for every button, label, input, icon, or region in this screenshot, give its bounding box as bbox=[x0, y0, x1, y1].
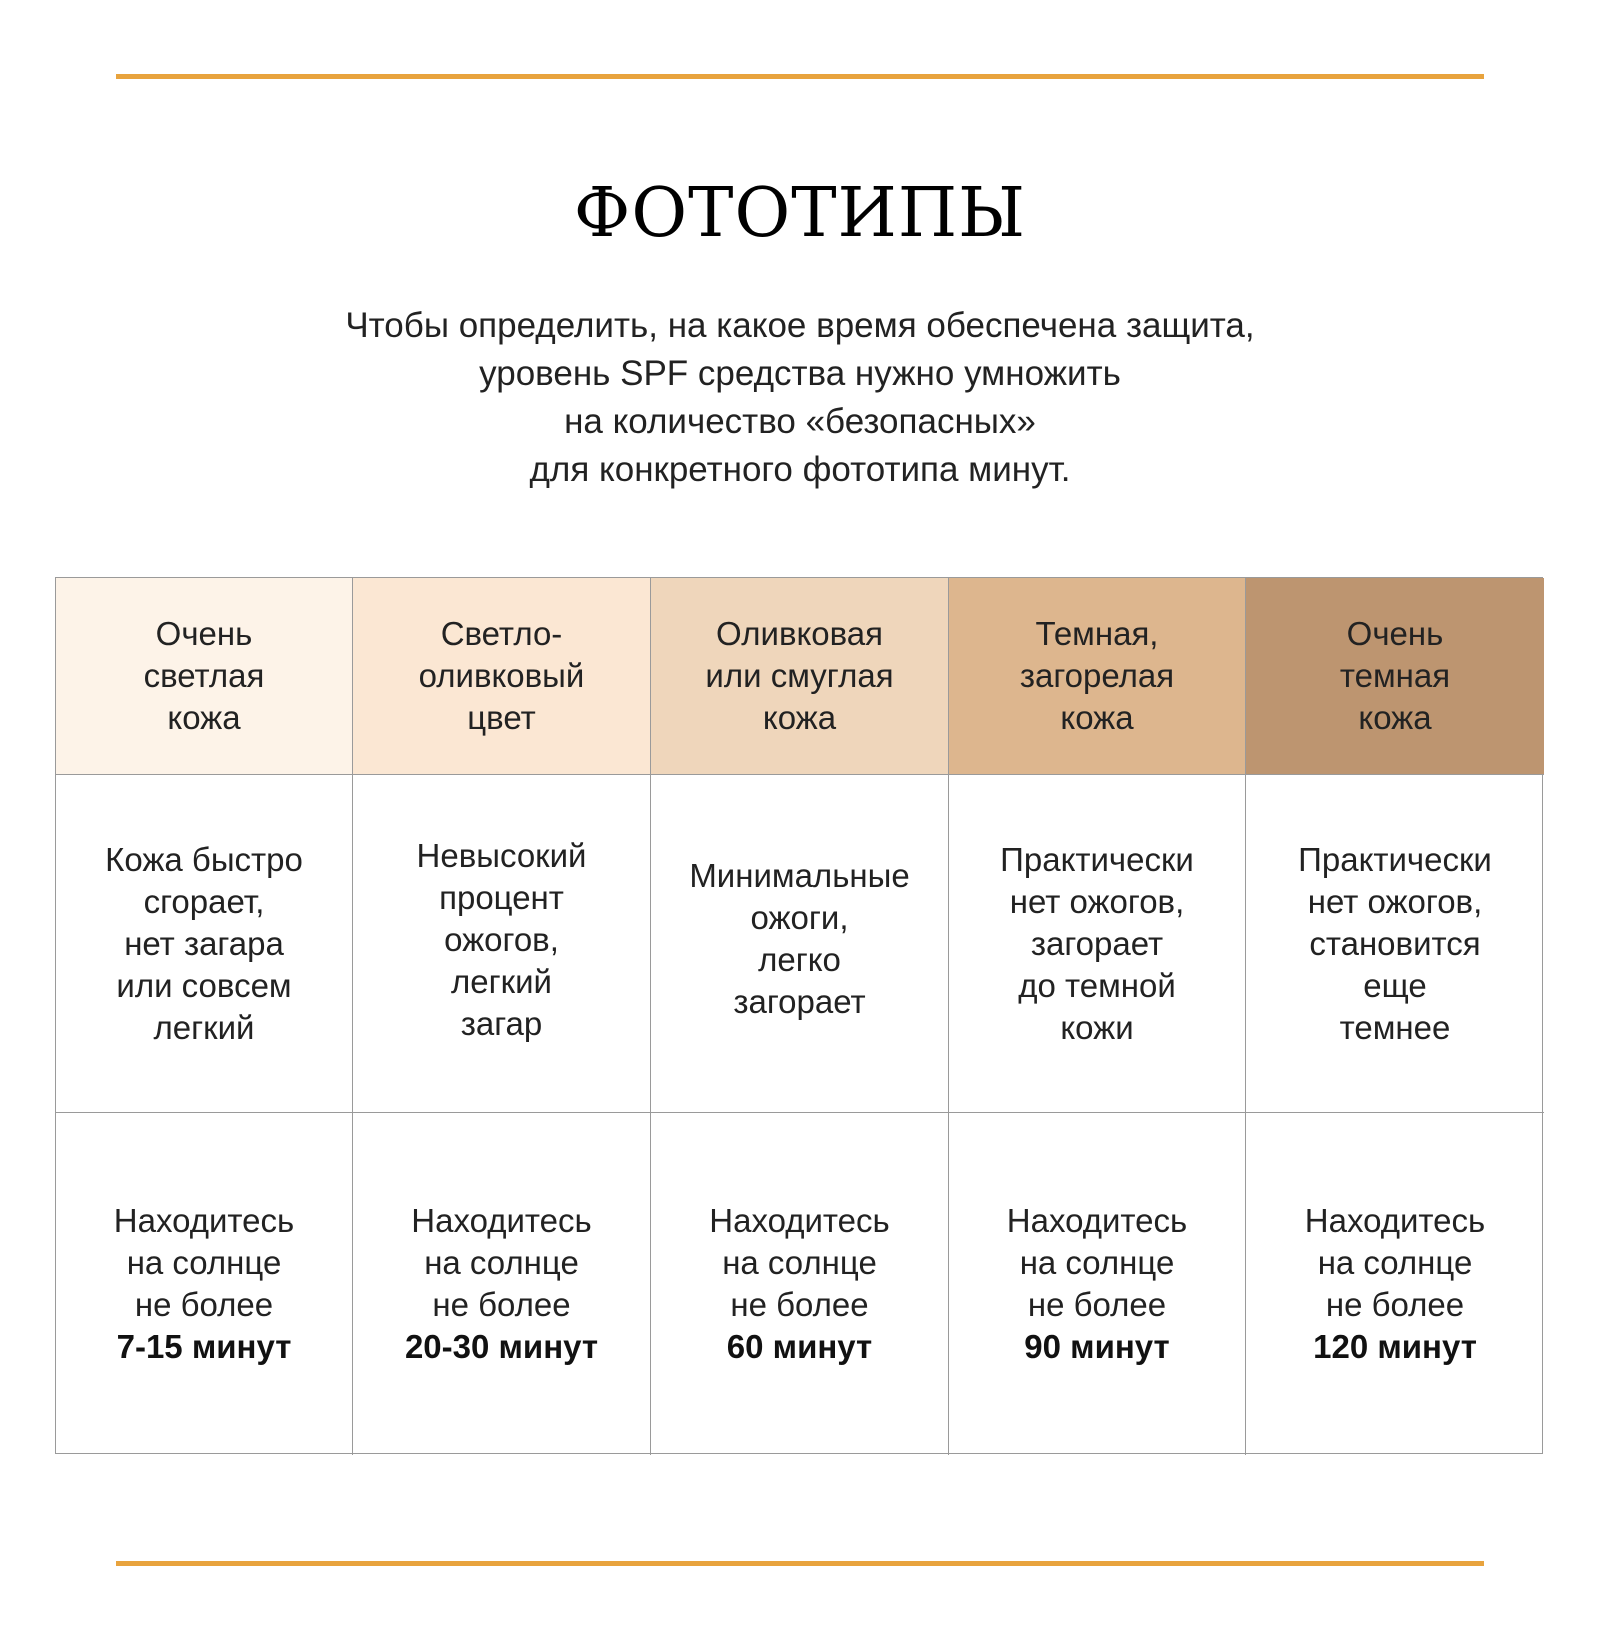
reaction-line: легкий bbox=[451, 962, 552, 1000]
reaction-line: кожи bbox=[1060, 1008, 1134, 1046]
sun-line: не более bbox=[1027, 1286, 1167, 1323]
phototype-table bbox=[55, 577, 1543, 1454]
header-cell-very-light bbox=[56, 578, 353, 775]
reaction-cell bbox=[651, 775, 949, 1113]
sun-time-value: 90 минут bbox=[1024, 1328, 1170, 1365]
header-line: Темная, bbox=[1035, 615, 1159, 652]
sun-line: не более bbox=[134, 1286, 274, 1323]
reaction-line: сгорает, bbox=[143, 882, 265, 920]
reaction-line: Практически bbox=[1000, 840, 1194, 878]
sun-line: не более bbox=[730, 1286, 869, 1323]
reaction-cell bbox=[56, 775, 353, 1113]
reaction-line: ожогов, bbox=[444, 920, 559, 958]
sun-time-cell bbox=[651, 1113, 949, 1455]
header-line: кожа bbox=[1358, 699, 1432, 736]
reaction-line: нет ожогов, bbox=[1009, 882, 1185, 920]
subtitle-line: уровень SPF средства нужно умножить bbox=[479, 354, 1121, 393]
header-cell-olive bbox=[651, 578, 949, 775]
header-line: светлая bbox=[143, 657, 265, 694]
header-line: или смуглая bbox=[705, 657, 894, 694]
header-cell-dark-tanned bbox=[949, 578, 1246, 775]
sun-line: не более bbox=[432, 1286, 571, 1323]
sun-time-cell bbox=[949, 1113, 1246, 1455]
reaction-line: темнее bbox=[1339, 1008, 1451, 1046]
reaction-line: Кожа быстро bbox=[105, 840, 303, 878]
header-line: оливковый bbox=[418, 657, 585, 694]
reaction-cell bbox=[353, 775, 651, 1113]
reaction-line: Невысокий bbox=[416, 836, 587, 874]
reaction-line: загар bbox=[460, 1004, 543, 1042]
sun-line: Находитесь bbox=[1304, 1202, 1486, 1239]
reaction-line: становится bbox=[1309, 924, 1481, 962]
bottom-accent-rule bbox=[116, 1561, 1484, 1566]
header-cell-light-olive bbox=[353, 578, 651, 775]
reaction-line: нет загара bbox=[124, 924, 284, 962]
header-line: Светло- bbox=[440, 615, 563, 652]
reaction-line: загорает bbox=[1030, 924, 1164, 962]
subtitle-line: для конкретного фототипа минут. bbox=[529, 450, 1071, 489]
header-line: загорелая bbox=[1019, 657, 1175, 694]
header-line: Очень bbox=[1346, 615, 1444, 652]
header-line: Оливковая bbox=[715, 615, 884, 652]
reaction-cell bbox=[1246, 775, 1544, 1113]
sun-line: Находитесь bbox=[709, 1202, 890, 1239]
header-line: кожа bbox=[762, 699, 837, 736]
subtitle-line: на количество «безопасных» bbox=[564, 402, 1036, 441]
header-line: цвет bbox=[467, 699, 536, 736]
sun-line: на солнце bbox=[722, 1244, 877, 1281]
sun-time-cell bbox=[56, 1113, 353, 1455]
reaction-line: легкий bbox=[153, 1008, 255, 1046]
reaction-cell bbox=[949, 775, 1246, 1113]
sun-time-value: 20-30 минут bbox=[404, 1328, 599, 1365]
reaction-line: нет ожогов, bbox=[1307, 882, 1483, 920]
reaction-line: загорает bbox=[733, 982, 866, 1020]
reaction-line: процент bbox=[439, 878, 564, 916]
sun-line: Находитесь bbox=[411, 1202, 592, 1239]
reaction-line: Практически bbox=[1298, 840, 1492, 878]
sun-line: не более bbox=[1325, 1286, 1465, 1323]
sun-time-value: 120 минут bbox=[1313, 1328, 1477, 1365]
sun-time-value: 60 минут bbox=[726, 1328, 873, 1365]
reaction-line: Минимальные bbox=[689, 856, 910, 894]
subtitle bbox=[200, 302, 1400, 494]
sun-line: на солнце bbox=[126, 1244, 282, 1281]
sun-time-cell bbox=[1246, 1113, 1544, 1455]
sun-line: на солнце bbox=[1019, 1244, 1175, 1281]
reaction-line: легко bbox=[758, 940, 841, 978]
header-line: кожа bbox=[1060, 699, 1134, 736]
header-line: кожа bbox=[167, 699, 241, 736]
reaction-line: ожоги, bbox=[750, 898, 849, 936]
reaction-line: еще bbox=[1363, 966, 1427, 1004]
top-accent-rule bbox=[116, 74, 1484, 79]
sun-time-value: 7-15 минут bbox=[116, 1328, 292, 1365]
subtitle-line: Чтобы определить, на какое время обеспечена защита, bbox=[345, 306, 1255, 345]
page-title: ФОТОТИПЫ bbox=[573, 174, 1027, 253]
reaction-line: до темной bbox=[1018, 966, 1176, 1004]
sun-line: на солнце bbox=[424, 1244, 579, 1281]
sun-line: Находитесь bbox=[113, 1202, 295, 1239]
sun-time-cell bbox=[353, 1113, 651, 1455]
reaction-line: или совсем bbox=[116, 966, 292, 1004]
header-line: темная bbox=[1339, 657, 1451, 694]
sun-line: Находитесь bbox=[1006, 1202, 1188, 1239]
sun-line: на солнце bbox=[1317, 1244, 1473, 1281]
header-cell-very-dark bbox=[1246, 578, 1544, 775]
header-line: Очень bbox=[155, 615, 253, 652]
